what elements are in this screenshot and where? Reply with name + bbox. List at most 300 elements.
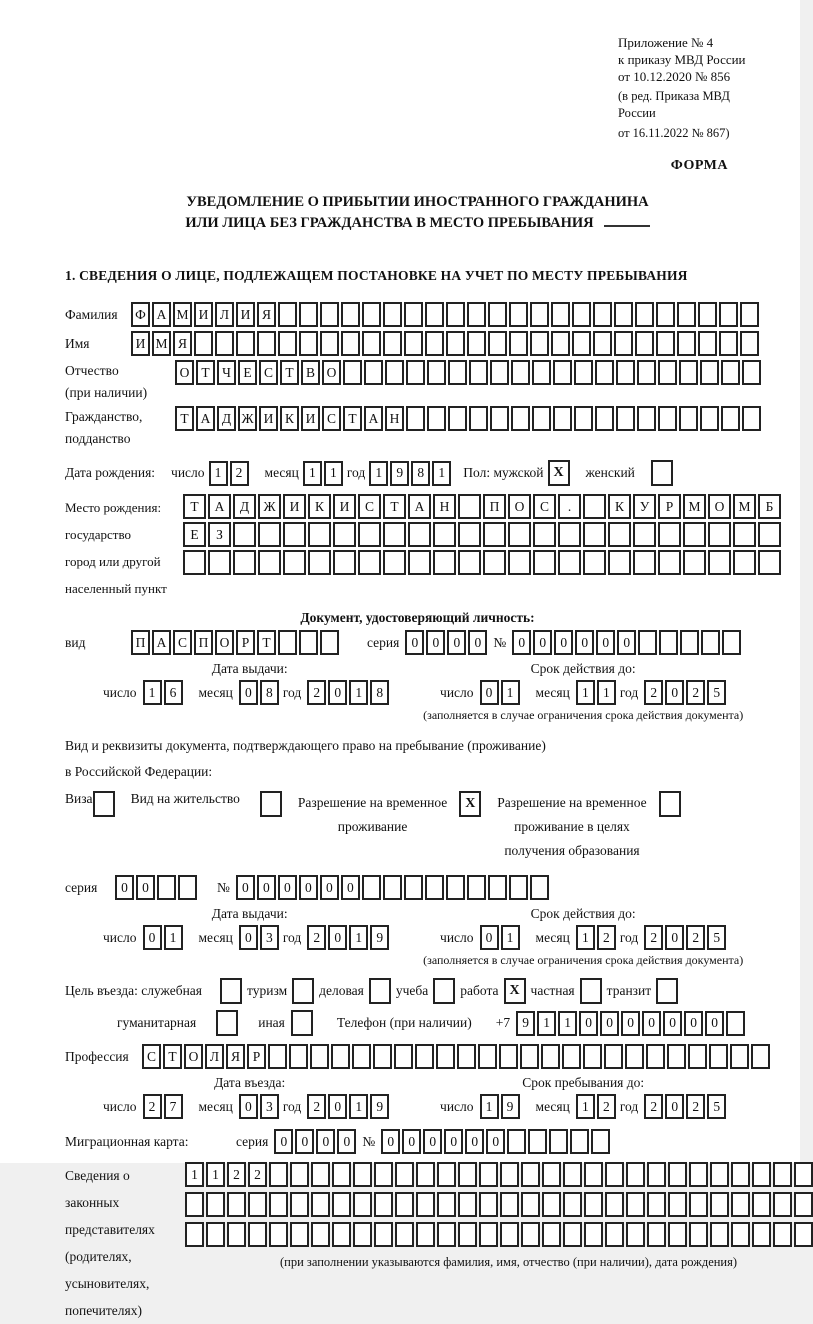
char-box[interactable]: 0 [444, 1129, 463, 1154]
char-box[interactable] [352, 1044, 371, 1069]
char-box[interactable] [558, 522, 581, 547]
char-box[interactable] [358, 550, 381, 575]
char-box[interactable]: 0 [328, 1094, 347, 1119]
char-box[interactable]: 2 [227, 1162, 246, 1187]
char-box[interactable]: 8 [411, 461, 430, 486]
char-box[interactable] [667, 1044, 686, 1069]
char-box[interactable] [425, 875, 444, 900]
char-box[interactable]: 0 [257, 875, 276, 900]
char-box[interactable]: М [683, 494, 706, 519]
char-box[interactable]: А [408, 494, 431, 519]
char-box[interactable]: 5 [707, 1094, 726, 1119]
char-box[interactable]: Р [236, 630, 255, 655]
char-box[interactable] [268, 1044, 287, 1069]
char-box[interactable] [233, 550, 256, 575]
char-box[interactable]: 5 [707, 680, 726, 705]
char-box[interactable]: 9 [516, 1011, 535, 1036]
char-box[interactable] [248, 1192, 267, 1217]
char-box[interactable]: 1 [558, 1011, 577, 1036]
visa-checkbox[interactable] [93, 791, 115, 817]
char-box[interactable] [646, 1044, 665, 1069]
char-box[interactable]: Ж [258, 494, 281, 519]
char-box[interactable] [752, 1162, 771, 1187]
char-box[interactable] [227, 1192, 246, 1217]
char-box[interactable]: . [558, 494, 581, 519]
char-box[interactable]: Я [173, 331, 192, 356]
char-box[interactable] [215, 331, 234, 356]
char-box[interactable] [437, 1192, 456, 1217]
char-box[interactable] [722, 630, 741, 655]
char-box[interactable]: А [364, 406, 383, 431]
char-box[interactable]: 2 [307, 1094, 326, 1119]
char-box[interactable] [709, 1044, 728, 1069]
char-box[interactable] [570, 1129, 589, 1154]
char-box[interactable] [500, 1192, 519, 1217]
char-box[interactable] [362, 302, 381, 327]
char-box[interactable]: 0 [115, 875, 134, 900]
char-box[interactable] [436, 1044, 455, 1069]
char-box[interactable] [469, 406, 488, 431]
char-box[interactable] [425, 331, 444, 356]
char-box[interactable] [719, 331, 738, 356]
char-box[interactable] [437, 1222, 456, 1247]
char-box[interactable]: О [175, 360, 194, 385]
char-box[interactable]: К [308, 494, 331, 519]
char-box[interactable] [467, 302, 486, 327]
char-box[interactable] [374, 1162, 393, 1187]
purpose-turizm-checkbox[interactable] [292, 978, 314, 1004]
char-box[interactable] [278, 331, 297, 356]
char-box[interactable] [299, 331, 318, 356]
char-box[interactable] [542, 1162, 561, 1187]
char-box[interactable] [658, 522, 681, 547]
char-box[interactable]: 0 [486, 1129, 505, 1154]
char-box[interactable]: 2 [686, 680, 705, 705]
char-box[interactable] [308, 550, 331, 575]
char-box[interactable] [311, 1162, 330, 1187]
char-box[interactable] [206, 1222, 225, 1247]
char-box[interactable]: 0 [239, 680, 258, 705]
char-box[interactable]: 0 [684, 1011, 703, 1036]
char-box[interactable]: 1 [185, 1162, 204, 1187]
char-box[interactable] [633, 550, 656, 575]
char-box[interactable] [683, 550, 706, 575]
char-box[interactable]: 2 [686, 925, 705, 950]
char-box[interactable]: 1 [576, 1094, 595, 1119]
char-box[interactable] [446, 302, 465, 327]
char-box[interactable] [299, 630, 318, 655]
char-box[interactable] [511, 406, 530, 431]
char-box[interactable] [416, 1162, 435, 1187]
char-box[interactable]: О [322, 360, 341, 385]
char-box[interactable] [194, 331, 213, 356]
char-box[interactable] [558, 550, 581, 575]
char-box[interactable]: Т [383, 494, 406, 519]
char-box[interactable] [752, 1192, 771, 1217]
char-box[interactable] [668, 1222, 687, 1247]
char-box[interactable] [647, 1162, 666, 1187]
char-box[interactable]: Ф [131, 302, 150, 327]
char-box[interactable]: 2 [644, 1094, 663, 1119]
char-box[interactable] [551, 302, 570, 327]
char-box[interactable] [427, 406, 446, 431]
char-box[interactable]: 1 [324, 461, 343, 486]
char-box[interactable] [733, 550, 756, 575]
char-box[interactable] [608, 550, 631, 575]
char-box[interactable] [562, 1044, 581, 1069]
char-box[interactable]: 1 [369, 461, 388, 486]
char-box[interactable]: 0 [705, 1011, 724, 1036]
char-box[interactable] [269, 1222, 288, 1247]
char-box[interactable] [332, 1192, 351, 1217]
char-box[interactable] [698, 302, 717, 327]
char-box[interactable] [708, 522, 731, 547]
char-box[interactable] [710, 1162, 729, 1187]
char-box[interactable]: Т [343, 406, 362, 431]
char-box[interactable] [742, 406, 761, 431]
char-box[interactable] [533, 522, 556, 547]
char-box[interactable] [668, 1192, 687, 1217]
char-box[interactable] [490, 406, 509, 431]
char-box[interactable]: И [259, 406, 278, 431]
char-box[interactable] [383, 875, 402, 900]
char-box[interactable]: Д [217, 406, 236, 431]
char-box[interactable]: Б [758, 494, 781, 519]
char-box[interactable] [406, 406, 425, 431]
char-box[interactable] [478, 1044, 497, 1069]
char-box[interactable] [511, 360, 530, 385]
char-box[interactable] [710, 1222, 729, 1247]
char-box[interactable] [508, 550, 531, 575]
char-box[interactable] [616, 360, 635, 385]
char-box[interactable] [731, 1222, 750, 1247]
char-box[interactable] [794, 1162, 813, 1187]
char-box[interactable]: 8 [260, 680, 279, 705]
char-box[interactable] [185, 1222, 204, 1247]
char-box[interactable] [353, 1162, 372, 1187]
char-box[interactable]: П [131, 630, 150, 655]
char-box[interactable]: 2 [597, 1094, 616, 1119]
char-box[interactable]: 9 [370, 925, 389, 950]
char-box[interactable] [721, 406, 740, 431]
char-box[interactable] [530, 331, 549, 356]
char-box[interactable]: И [301, 406, 320, 431]
char-box[interactable]: О [215, 630, 234, 655]
char-box[interactable] [479, 1222, 498, 1247]
char-box[interactable] [719, 302, 738, 327]
char-box[interactable]: И [131, 331, 150, 356]
char-box[interactable]: 0 [665, 680, 684, 705]
char-box[interactable]: 0 [621, 1011, 640, 1036]
char-box[interactable]: 1 [537, 1011, 556, 1036]
char-box[interactable] [677, 331, 696, 356]
char-box[interactable] [374, 1192, 393, 1217]
char-box[interactable] [658, 550, 681, 575]
char-box[interactable] [508, 522, 531, 547]
char-box[interactable] [395, 1162, 414, 1187]
char-box[interactable] [383, 331, 402, 356]
char-box[interactable] [708, 550, 731, 575]
char-box[interactable] [258, 550, 281, 575]
char-box[interactable] [507, 1129, 526, 1154]
char-box[interactable]: А [196, 406, 215, 431]
char-box[interactable]: 0 [663, 1011, 682, 1036]
char-box[interactable]: 0 [381, 1129, 400, 1154]
char-box[interactable]: А [208, 494, 231, 519]
char-box[interactable] [373, 1044, 392, 1069]
char-box[interactable] [541, 1044, 560, 1069]
char-box[interactable] [731, 1162, 750, 1187]
char-box[interactable] [542, 1192, 561, 1217]
purpose-ucheba-checkbox[interactable] [433, 978, 455, 1004]
char-box[interactable] [448, 406, 467, 431]
char-box[interactable] [605, 1222, 624, 1247]
char-box[interactable] [341, 331, 360, 356]
char-box[interactable]: Е [238, 360, 257, 385]
char-box[interactable] [469, 360, 488, 385]
char-box[interactable]: 2 [686, 1094, 705, 1119]
char-box[interactable]: 0 [665, 925, 684, 950]
char-box[interactable]: 1 [480, 1094, 499, 1119]
char-box[interactable] [458, 1222, 477, 1247]
char-box[interactable] [290, 1222, 309, 1247]
char-box[interactable] [773, 1162, 792, 1187]
char-box[interactable] [488, 875, 507, 900]
char-box[interactable]: Р [247, 1044, 266, 1069]
char-box[interactable] [528, 1129, 547, 1154]
char-box[interactable] [532, 406, 551, 431]
char-box[interactable]: 2 [307, 925, 326, 950]
char-box[interactable]: 3 [260, 1094, 279, 1119]
char-box[interactable]: О [508, 494, 531, 519]
char-box[interactable] [794, 1192, 813, 1217]
residence-permit-checkbox[interactable] [260, 791, 282, 817]
char-box[interactable] [343, 360, 362, 385]
char-box[interactable] [604, 1044, 623, 1069]
char-box[interactable]: Я [226, 1044, 245, 1069]
char-box[interactable] [408, 522, 431, 547]
char-box[interactable] [635, 302, 654, 327]
char-box[interactable] [500, 1162, 519, 1187]
char-box[interactable]: И [283, 494, 306, 519]
char-box[interactable] [185, 1192, 204, 1217]
char-box[interactable] [415, 1044, 434, 1069]
char-box[interactable] [278, 630, 297, 655]
char-box[interactable]: И [236, 302, 255, 327]
char-box[interactable] [584, 1222, 603, 1247]
char-box[interactable] [521, 1162, 540, 1187]
char-box[interactable] [404, 302, 423, 327]
sex-male-checkbox[interactable]: X [548, 460, 570, 486]
char-box[interactable] [509, 875, 528, 900]
char-box[interactable]: 0 [447, 630, 466, 655]
char-box[interactable] [637, 360, 656, 385]
char-box[interactable]: 0 [468, 630, 487, 655]
char-box[interactable]: 0 [143, 925, 162, 950]
char-box[interactable] [758, 550, 781, 575]
char-box[interactable] [362, 875, 381, 900]
char-box[interactable] [532, 360, 551, 385]
char-box[interactable] [283, 522, 306, 547]
char-box[interactable] [726, 1011, 745, 1036]
char-box[interactable]: М [173, 302, 192, 327]
char-box[interactable] [701, 630, 720, 655]
char-box[interactable]: 0 [405, 630, 424, 655]
char-box[interactable] [583, 1044, 602, 1069]
rvp-education-checkbox[interactable] [659, 791, 681, 817]
char-box[interactable]: Т [183, 494, 206, 519]
char-box[interactable]: Р [658, 494, 681, 519]
char-box[interactable]: 0 [642, 1011, 661, 1036]
char-box[interactable]: Е [183, 522, 206, 547]
char-box[interactable] [553, 406, 572, 431]
char-box[interactable]: О [184, 1044, 203, 1069]
char-box[interactable] [308, 522, 331, 547]
char-box[interactable] [458, 522, 481, 547]
char-box[interactable] [178, 875, 197, 900]
char-box[interactable] [395, 1222, 414, 1247]
char-box[interactable] [437, 1162, 456, 1187]
char-box[interactable]: Ч [217, 360, 236, 385]
char-box[interactable] [689, 1192, 708, 1217]
char-box[interactable] [533, 550, 556, 575]
char-box[interactable]: 1 [432, 461, 451, 486]
char-box[interactable]: 0 [426, 630, 445, 655]
char-box[interactable] [614, 331, 633, 356]
char-box[interactable] [656, 302, 675, 327]
char-box[interactable]: 1 [501, 680, 520, 705]
char-box[interactable] [320, 331, 339, 356]
char-box[interactable] [683, 522, 706, 547]
purpose-sluzhebnaya-checkbox[interactable] [220, 978, 242, 1004]
char-box[interactable] [572, 302, 591, 327]
char-box[interactable] [689, 1162, 708, 1187]
char-box[interactable] [395, 1192, 414, 1217]
char-box[interactable]: 0 [328, 925, 347, 950]
char-box[interactable] [595, 360, 614, 385]
char-box[interactable]: 0 [480, 925, 499, 950]
char-box[interactable]: 1 [209, 461, 228, 486]
char-box[interactable]: 0 [665, 1094, 684, 1119]
char-box[interactable]: 0 [136, 875, 155, 900]
char-box[interactable] [563, 1192, 582, 1217]
char-box[interactable] [374, 1222, 393, 1247]
char-box[interactable] [656, 331, 675, 356]
char-box[interactable] [521, 1192, 540, 1217]
char-box[interactable]: 1 [164, 925, 183, 950]
char-box[interactable] [427, 360, 446, 385]
char-box[interactable] [183, 550, 206, 575]
char-box[interactable]: 0 [579, 1011, 598, 1036]
char-box[interactable]: 0 [465, 1129, 484, 1154]
char-box[interactable]: С [322, 406, 341, 431]
char-box[interactable]: З [208, 522, 231, 547]
char-box[interactable]: П [483, 494, 506, 519]
char-box[interactable] [433, 522, 456, 547]
char-box[interactable] [626, 1222, 645, 1247]
char-box[interactable]: 0 [575, 630, 594, 655]
char-box[interactable]: 2 [644, 925, 663, 950]
char-box[interactable]: 2 [307, 680, 326, 705]
char-box[interactable]: С [259, 360, 278, 385]
char-box[interactable] [605, 1192, 624, 1217]
char-box[interactable]: 1 [597, 680, 616, 705]
char-box[interactable] [680, 630, 699, 655]
char-box[interactable]: 0 [512, 630, 531, 655]
char-box[interactable]: 9 [370, 1094, 389, 1119]
char-box[interactable]: 1 [501, 925, 520, 950]
char-box[interactable]: 1 [349, 1094, 368, 1119]
purpose-inaya-checkbox[interactable] [291, 1010, 313, 1036]
char-box[interactable] [404, 331, 423, 356]
char-box[interactable] [236, 331, 255, 356]
char-box[interactable] [530, 875, 549, 900]
char-box[interactable]: 0 [299, 875, 318, 900]
char-box[interactable] [362, 331, 381, 356]
char-box[interactable] [574, 360, 593, 385]
char-box[interactable]: 3 [260, 925, 279, 950]
char-box[interactable]: А [152, 302, 171, 327]
char-box[interactable] [446, 875, 465, 900]
char-box[interactable] [499, 1044, 518, 1069]
char-box[interactable] [500, 1222, 519, 1247]
char-box[interactable] [269, 1192, 288, 1217]
char-box[interactable] [353, 1222, 372, 1247]
char-box[interactable]: Т [257, 630, 276, 655]
char-box[interactable]: К [280, 406, 299, 431]
purpose-tranzit-checkbox[interactable] [656, 978, 678, 1004]
char-box[interactable]: К [608, 494, 631, 519]
char-box[interactable] [698, 331, 717, 356]
char-box[interactable] [341, 302, 360, 327]
char-box[interactable] [614, 302, 633, 327]
char-box[interactable]: 0 [480, 680, 499, 705]
char-box[interactable]: 0 [320, 875, 339, 900]
char-box[interactable] [458, 1192, 477, 1217]
char-box[interactable]: 5 [707, 925, 726, 950]
char-box[interactable]: 2 [248, 1162, 267, 1187]
char-box[interactable] [721, 360, 740, 385]
char-box[interactable]: М [733, 494, 756, 519]
char-box[interactable] [290, 1192, 309, 1217]
char-box[interactable]: Т [196, 360, 215, 385]
char-box[interactable] [677, 302, 696, 327]
char-box[interactable]: 0 [295, 1129, 314, 1154]
char-box[interactable] [406, 360, 425, 385]
char-box[interactable] [383, 550, 406, 575]
char-box[interactable] [773, 1192, 792, 1217]
char-box[interactable]: Л [205, 1044, 224, 1069]
char-box[interactable] [563, 1222, 582, 1247]
char-box[interactable]: 0 [239, 925, 258, 950]
char-box[interactable] [563, 1162, 582, 1187]
char-box[interactable] [416, 1192, 435, 1217]
char-box[interactable] [751, 1044, 770, 1069]
char-box[interactable] [758, 522, 781, 547]
char-box[interactable] [584, 1192, 603, 1217]
char-box[interactable] [433, 550, 456, 575]
char-box[interactable] [773, 1222, 792, 1247]
char-box[interactable]: 0 [328, 680, 347, 705]
char-box[interactable] [358, 522, 381, 547]
char-box[interactable] [206, 1192, 225, 1217]
char-box[interactable]: 0 [236, 875, 255, 900]
char-box[interactable] [635, 331, 654, 356]
char-box[interactable] [593, 331, 612, 356]
char-box[interactable] [752, 1222, 771, 1247]
char-box[interactable] [679, 360, 698, 385]
char-box[interactable] [658, 406, 677, 431]
